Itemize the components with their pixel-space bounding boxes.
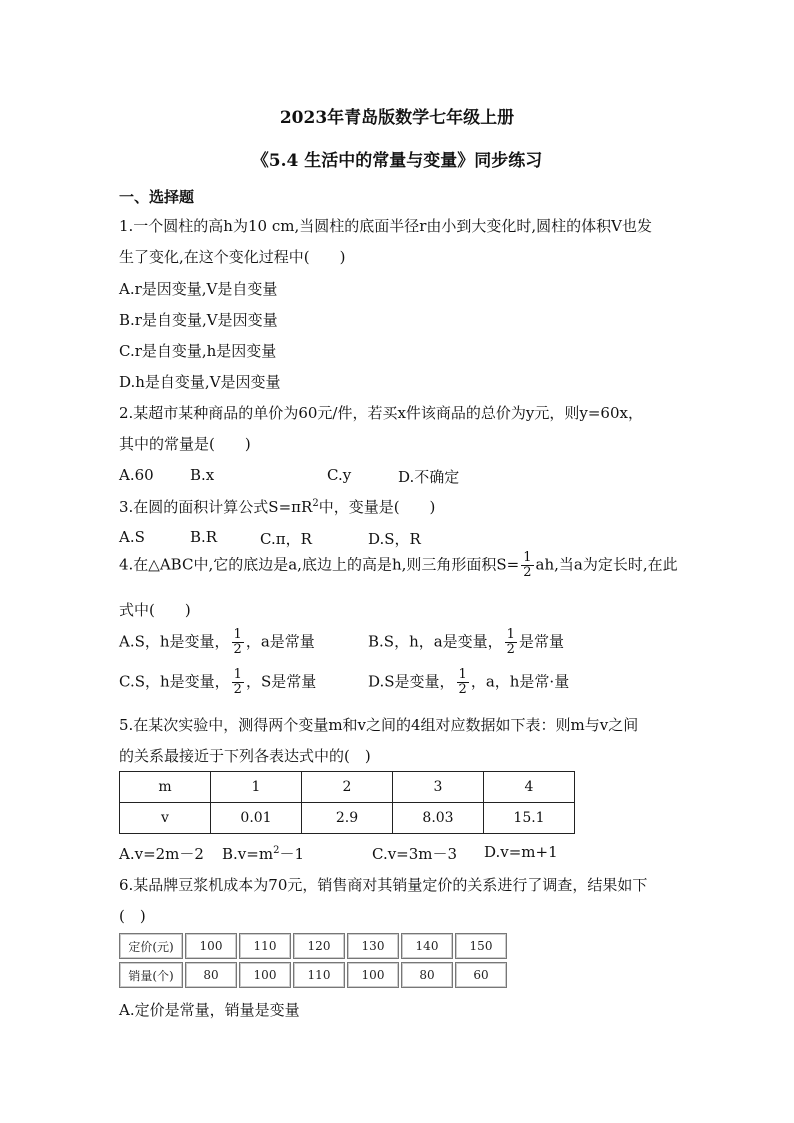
question-5-option-b: $B.v=m^2-1$ [222,845,304,863]
table-cell: 2.9 [302,803,393,834]
question-4-option-a: A.S，h是变量， $\frac{1}{2}$ ，a是常量 [119,627,315,657]
question-2-option-b: B.x [190,466,215,484]
question-6-price-table [119,933,507,991]
fraction-one-half: $\frac{1}{2}$ [523,550,532,580]
document-title: 2023年青岛版数学七年级上册 [279,108,515,128]
table-row [120,772,575,803]
table-row [119,962,507,988]
table-cell: v [120,803,211,834]
question-5-option-c: C.v=3m－3 [372,845,458,863]
question-4-option-b: B.S，h，a是变量， $\frac{1}{2}$ 是常量 [368,627,564,657]
question-1-option-b: B.r是自变量,V是因变量 [119,311,278,329]
table-cell: 销量(个) [119,962,183,988]
table-cell: 120 [293,933,345,959]
table-cell: 130 [347,933,399,959]
table-cell: 110 [239,933,291,959]
question-4-stem-post: ah,当a为定长时,在此 [535,555,678,574]
table-cell: 110 [293,962,345,988]
table-cell: 4 [484,772,575,803]
question-5-stem-line2: 的关系最接近于下列各表达式中的( ) [119,747,371,765]
fraction-one-half: $\frac{1}{2}$ [233,627,242,657]
table-cell: 60 [455,962,507,988]
question-5-stem-line1: 5.在某次实验中，测得两个变量m和v之间的4组对应数据如下表：则m与v之间 [119,716,639,734]
table-cell: 1 [211,772,302,803]
question-1-stem-line2: 生了变化,在这个变化过程中( ) [119,248,346,266]
table-row [120,803,575,834]
question-1-option-c: C.r是自变量,h是因变量 [119,342,277,360]
table-cell: 150 [455,933,507,959]
question-2-option-a: A.60 [119,466,154,484]
question-2-option-d: D.不确定 [398,468,460,486]
question-3-exponent: 2 [312,498,319,509]
section-heading: 一、选择题 [119,188,195,206]
question-1-option-a: A.r是因变量,V是自变量 [119,280,278,298]
table-row [119,933,507,959]
question-3-option-c: C.π，R [260,530,312,548]
question-1-option-d: D.h是自变量,V是因变量 [119,373,281,391]
table-cell: 3 [393,772,484,803]
fraction-one-half: $\frac{1}{2}$ [458,667,467,697]
fraction-one-half: $\frac{1}{2}$ [233,667,242,697]
question-3-stem [119,496,435,517]
question-3-option-d: D.S，R [368,530,421,548]
question-3-option-b: B.R [190,528,218,546]
question-3-stem-pre: 3.在圆的面积计算公式S=πR [119,498,313,516]
table-cell: 80 [185,962,237,988]
table-cell: 15.1 [484,803,575,834]
table-cell: 0.01 [211,803,302,834]
table-cell: 2 [302,772,393,803]
question-4-stem-pre: 4.在△ABC中,它的底边是a,底边上的高是h,则三角形面积S= [119,555,520,574]
question-4-stem-line2: 式中( ) [119,601,191,619]
question-3-stem-post: 中，变量是( ) [318,498,436,516]
question-2-stem-line2: 其中的常量是( ) [119,435,251,453]
document-subtitle: 《5.4 生活中的常量与变量》同步练习 [251,151,543,171]
table-cell: m [120,772,211,803]
question-6-stem-line2: ( ) [119,907,146,925]
table-cell: 80 [401,962,453,988]
table-cell: 100 [239,962,291,988]
question-4-stem-line1 [119,551,678,580]
question-4-option-c: C.S，h是变量， $\frac{1}{2}$ ，S是常量 [119,667,317,697]
question-1-stem-line1: 1.一个圆柱的高h为10 cm,当圆柱的底面半径r由小到大变化时,圆柱的体积V也发 [119,217,652,235]
question-5-data-table [119,771,575,834]
question-2-option-c: C.y [327,466,352,484]
fraction-one-half: $\frac{1}{2}$ [506,627,515,657]
table-cell: 100 [185,933,237,959]
question-4-option-d: D.S是变量， $\frac{1}{2}$ ，a，h是常·量 [368,667,570,697]
question-3-option-a: A.S [119,528,145,546]
table-cell: 8.03 [393,803,484,834]
question-5-option-a: A.v=2m－2 [119,845,204,863]
question-2-stem-line1: 2.某超市某种商品的单价为60元/件，若买x件该商品的总价为y元，则y=60x， [119,404,643,422]
table-cell: 100 [347,962,399,988]
table-cell: 定价(元) [119,933,183,959]
question-6-option-a: A.定价是常量，销量是变量 [119,1001,300,1019]
question-6-stem-line1: 6.某品牌豆浆机成本为70元，销售商对其销量定价的关系进行了调查，结果如下 [119,876,648,894]
table-cell: 140 [401,933,453,959]
question-5-option-d: D.v=m+1 [484,843,558,861]
